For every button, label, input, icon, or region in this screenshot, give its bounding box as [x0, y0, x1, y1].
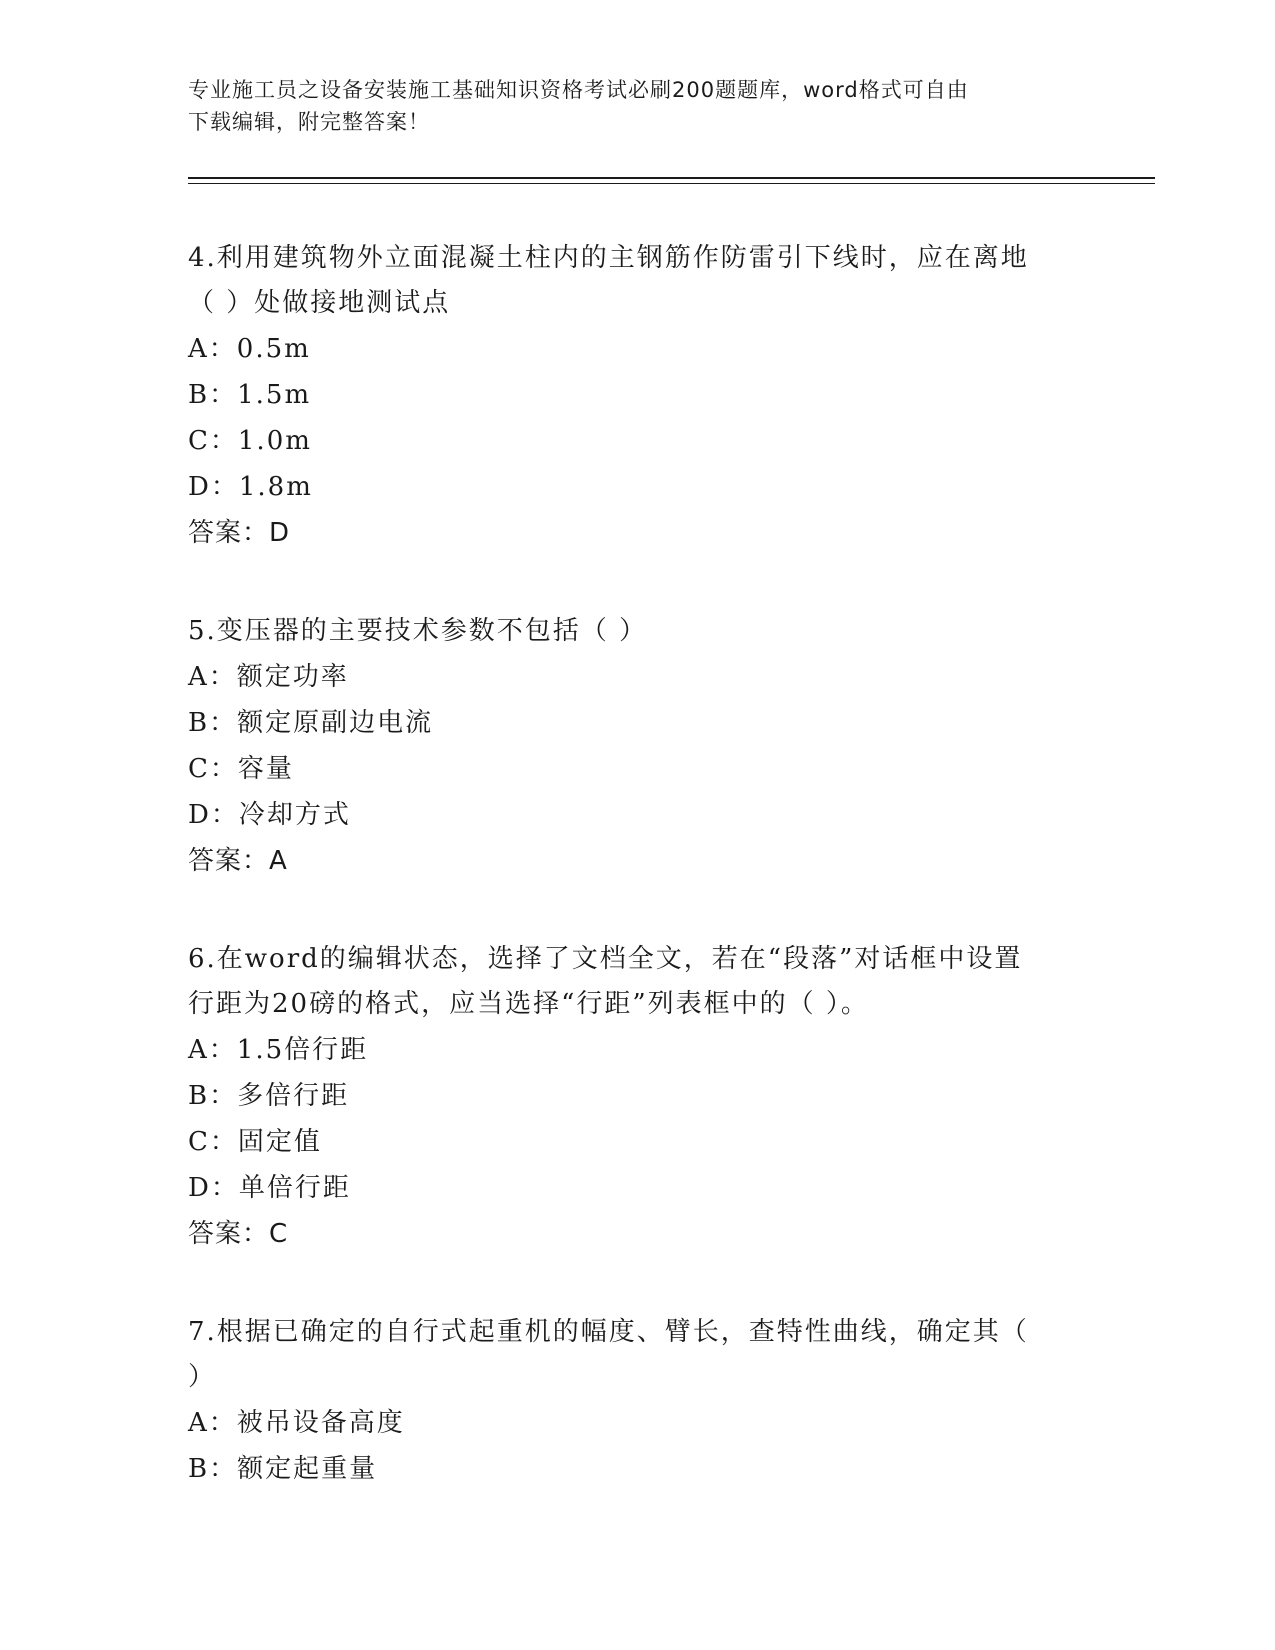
question-6: [188, 937, 1088, 1257]
question-4: [188, 236, 1088, 556]
option-c: C：固定值: [188, 1127, 322, 1157]
question-list: [188, 236, 1088, 1545]
option-c: C：1.0m: [188, 426, 312, 456]
question-text-line: ）: [188, 1362, 217, 1392]
question-text-line: （ ）处做接地测试点: [188, 288, 451, 318]
answer: 答案：D: [188, 518, 291, 548]
question-7: [188, 1310, 1088, 1492]
question-text-line: 7.根据已确定的自行式起重机的幅度、臂长，查特性曲线，确定其（: [188, 1317, 1029, 1347]
question-5: [188, 609, 1088, 884]
option-a: A：1.5倍行距: [188, 1035, 369, 1065]
option-b: B：多倍行距: [188, 1081, 350, 1111]
question-text-line: 6.在word的编辑状态，选择了文档全文，若在“段落”对话框中设置: [188, 944, 1023, 974]
option-a: A：被吊设备高度: [188, 1408, 405, 1438]
option-d: D：冷却方式: [188, 800, 351, 830]
option-c: C：容量: [188, 754, 294, 784]
document-header: [188, 74, 1088, 138]
option-b: B：额定原副边电流: [188, 708, 434, 738]
option-d: D：1.8m: [188, 472, 313, 502]
question-text-line: 5.变压器的主要技术参数不包括（ ）: [188, 616, 648, 646]
option-b: B：额定起重量: [188, 1454, 378, 1484]
option-b: B：1.5m: [188, 380, 312, 410]
header-line-2: 下载编辑，附完整答案！: [188, 110, 430, 134]
header-line-1: 专业施工员之设备安装施工基础知识资格考试必刷200题题库，word格式可自由: [188, 78, 969, 102]
option-a: A：额定功率: [188, 662, 349, 692]
answer: 答案：A: [188, 846, 288, 876]
header-divider-thin: [188, 183, 1155, 184]
option-a: A：0.5m: [188, 334, 311, 364]
option-d: D：单倍行距: [188, 1173, 351, 1203]
question-text-line: 行距为20磅的格式，应当选择“行距”列表框中的（ ）。: [188, 989, 869, 1019]
header-divider-thick: [188, 177, 1155, 179]
question-text-line: 4.利用建筑物外立面混凝土柱内的主钢筋作防雷引下线时，应在离地: [188, 243, 1029, 273]
answer: 答案：C: [188, 1219, 289, 1249]
